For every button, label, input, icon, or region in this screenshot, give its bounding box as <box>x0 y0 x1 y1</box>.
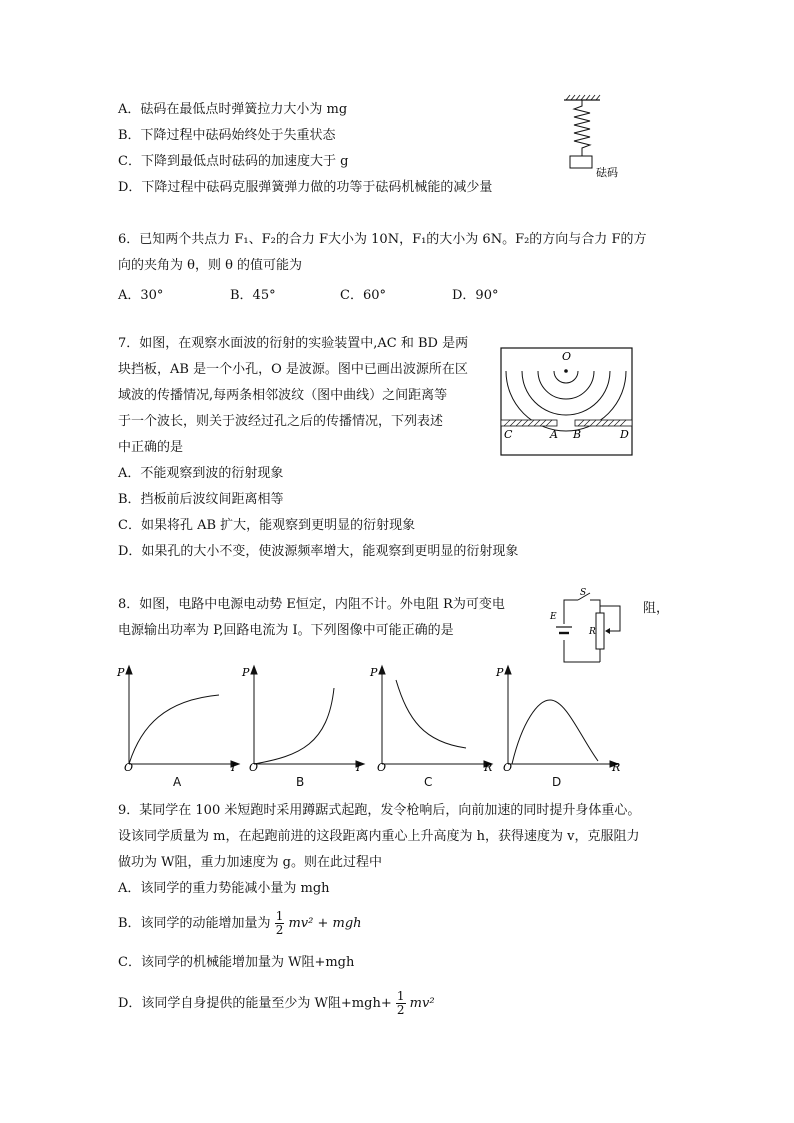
q7-stem-line4: 于一个波长，则关于波经过孔之后的传播情况，下列表述 <box>118 414 444 429</box>
weight-block <box>570 156 592 168</box>
q6-option-c: C．60° <box>340 288 386 303</box>
q5-option-b: B．下降过程中砝码始终处于失重状态 <box>118 128 336 143</box>
q6-option-d: D．90° <box>452 288 499 303</box>
graph-c-x-label: R <box>484 761 493 772</box>
graph-a-caption: A <box>173 775 182 789</box>
graph-d-y-label: P <box>496 666 504 679</box>
q9-option-b-prefix: B．该同学的动能增加量为 <box>118 916 271 931</box>
graph-b-y-label: P <box>242 666 250 679</box>
q6-option-a: A．30° <box>118 288 164 303</box>
q7-stem-line5: 中正确的是 <box>118 440 184 455</box>
q9-option-d-prefix: D．该同学自身提供的能量至少为 W阻+mgh+ <box>118 996 392 1011</box>
q7-option-d: D．如果孔的大小不变，使波源频率增大，能观察到更明显的衍射现象 <box>118 544 519 559</box>
fraction-half: $\frac{1}{2}$ <box>275 909 284 937</box>
spring-mass-figure <box>560 94 630 180</box>
q6-option-b: B．45° <box>230 288 276 303</box>
spring <box>574 100 590 156</box>
curve-b <box>254 688 334 764</box>
graph-a <box>115 664 243 772</box>
graph-c-origin: O <box>377 761 387 772</box>
point-b-label: B <box>573 428 582 441</box>
wave-source-label: O <box>562 350 572 363</box>
q9-option-d <box>118 990 435 1018</box>
wave-diffraction-figure <box>500 347 634 457</box>
q5-option-d: D．下降过程中砝码克服弹簧弹力做的功等于砝码机械能的减少量 <box>118 180 493 195</box>
q7-stem-line3: 域波的传播情况,每两条相邻波纹（图中曲线）之间距离等 <box>118 388 448 403</box>
q7-option-a: A．不能观察到波的衍射现象 <box>118 466 284 481</box>
curve-a <box>129 695 219 764</box>
curve-c <box>396 680 466 748</box>
graph-d-origin: O <box>503 761 513 772</box>
resistor-label: R <box>589 627 596 637</box>
q7-stem-line2: 块挡板，AB 是一个小孔，O 是波源。图中已画出波源所在区 <box>118 362 468 377</box>
q5-option-a: A．砝码在最低点时弹簧拉力大小为 mg <box>118 102 348 117</box>
q7-option-b: B．挡板前后波纹间距离相等 <box>118 492 284 507</box>
graph-d-caption: D <box>552 775 562 789</box>
point-c-label: C <box>504 428 513 441</box>
switch-label: S <box>580 588 587 598</box>
weight-label: 砝码 <box>596 166 618 179</box>
q7-option-c: C．如果将孔 AB 扩大，能观察到更明显的衍射现象 <box>118 518 416 533</box>
graph-b-origin: O <box>249 761 259 772</box>
q8-stem-line1: 8．如图，电路中电源电动势 E恒定，内阻不计。外电阻 R为可变电 <box>118 597 505 612</box>
q9-option-a: A．该同学的重力势能减小量为 mgh <box>118 881 330 896</box>
fraction-half: $\frac{1}{2}$ <box>396 989 405 1017</box>
curve-d <box>512 700 598 764</box>
q9-option-b-suffix: mv² + mgh <box>288 916 362 931</box>
q9-stem-line1: 9．某同学在 100 米短跑时采用蹲踞式起跑，发令枪响后，向前加速的同时提升身体重心。 <box>118 803 641 818</box>
q8-stem-line1-tail: 阻， <box>643 601 670 616</box>
q8-stem-line2: 电源输出功率为 P,回路电流为 I。下列图像中可能正确的是 <box>118 623 454 638</box>
graph-a-y-label: P <box>117 666 125 679</box>
graph-d-x-label: R <box>612 761 621 772</box>
circuit-figure <box>544 586 638 668</box>
q5-option-c: C．下降到最低点时砝码的加速度大于 g <box>118 154 349 169</box>
barrier-right <box>575 420 632 426</box>
graph-a-x-label: I <box>231 761 236 772</box>
graph-c-caption: C <box>424 775 433 789</box>
q9-stem-line2: 设该同学质量为 m，在起跑前进的这段距离内重心上升高度为 h，获得速度为 v，克服阻力 <box>118 829 640 844</box>
barrier-left <box>501 420 557 426</box>
q9-stem-line3: 做功为 W阻，重力加速度为 g。则在此过程中 <box>118 855 382 870</box>
graph-c <box>368 664 496 772</box>
q6-stem-line2: 向的夹角为 θ，则 θ 的值可能为 <box>118 258 303 273</box>
graph-b-x-label: I <box>356 761 361 772</box>
emf-label: E <box>550 612 557 622</box>
graph-c-y-label: P <box>370 666 378 679</box>
q6-stem-line1: 6．已知两个共点力 F₁、F₂的合力 F大小为 10N，F₁的大小为 6N。F₂的方向与合力 F的方 <box>118 232 647 247</box>
point-a-label: A <box>550 428 558 441</box>
graph-a-origin: O <box>124 761 134 772</box>
point-d-label: D <box>620 428 629 441</box>
q9-option-d-suffix: mv² <box>409 996 435 1011</box>
graph-b-caption: B <box>296 775 305 789</box>
q9-option-b <box>118 910 362 938</box>
graph-d <box>494 664 624 772</box>
q9-option-c: C．该同学的机械能增加量为 W阻+mgh <box>118 955 355 970</box>
q7-stem-line1: 7．如图，在观察水面波的衍射的实验装置中,AC 和 BD 是两 <box>118 336 469 351</box>
graph-b <box>240 664 368 772</box>
